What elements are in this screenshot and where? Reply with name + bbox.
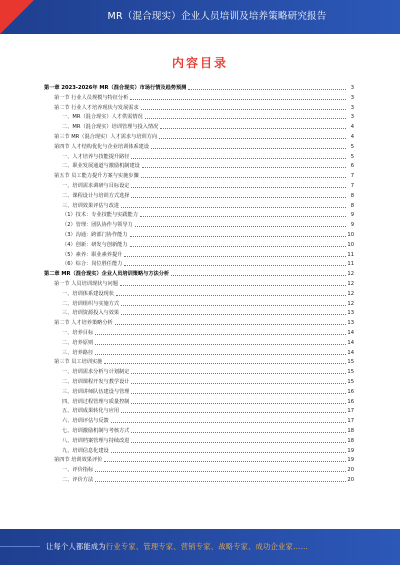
toc-leader-dots <box>130 98 346 100</box>
toc-entry[interactable] <box>44 378 354 386</box>
toc-entry-text: 第四节 培训效果评价 <box>54 457 103 464</box>
toc-leader-dots <box>131 186 346 188</box>
toc-entry-page: 11 <box>347 261 354 268</box>
toc-entry[interactable] <box>44 309 354 317</box>
toc-entry-text: （2）管理：团队协作与领导力 <box>62 222 133 229</box>
toc-entry[interactable] <box>44 162 354 170</box>
toc-leader-dots <box>160 127 346 129</box>
toc-entry-text: （6）综合：岗位胜任能力 <box>62 261 123 268</box>
toc-entry-text: 二、培养原则 <box>62 339 94 346</box>
toc-entry[interactable] <box>44 300 354 308</box>
toc-entry-text: 一、培训需求分析与计划制定 <box>62 369 130 376</box>
toc-entry-page: 19 <box>347 457 354 464</box>
toc-entry[interactable] <box>44 407 354 415</box>
slogan-prefix: 让每个人都能成为 <box>46 542 106 551</box>
toc-entry-page: 15 <box>347 359 354 366</box>
toc-entry-page: 10 <box>347 232 354 238</box>
toc-entry[interactable] <box>44 231 354 239</box>
toc-entry[interactable] <box>44 153 354 161</box>
toc-leader-dots <box>159 137 346 139</box>
toc-entry-page: 18 <box>347 437 354 444</box>
footer-divider <box>0 546 40 547</box>
header-red-corner <box>0 0 34 34</box>
toc-entry-page: 8 <box>350 202 354 209</box>
toc-entry-page: 9 <box>350 222 354 229</box>
footer-slogan <box>46 529 308 565</box>
toc-entry-page: 3 <box>350 114 354 121</box>
toc-leader-dots <box>95 333 346 335</box>
toc-entry[interactable] <box>44 251 354 259</box>
toc-leader-dots <box>131 157 346 159</box>
toc-entry-text: 二、MR（混合现实）培训管理与投入情况 <box>62 124 159 131</box>
toc-leader-dots <box>131 196 346 198</box>
toc-entry-text: 第二节 人才培养策略分析 <box>54 320 113 327</box>
toc-entry-text: 第一节 人员培训现状与问题 <box>54 281 118 287</box>
toc-entry[interactable] <box>44 339 354 347</box>
toc-entry-text: 第四节 人才结构优化与企业培训体系建设 <box>54 143 150 150</box>
toc-entry-page: 12 <box>347 290 354 297</box>
toc-entry-page: 5 <box>350 153 354 160</box>
toc-entry[interactable] <box>44 123 354 131</box>
toc-entry-text: 一、评价指标 <box>62 467 94 474</box>
slogan-highlight: 行业专家、管理专家、营销专家、战略专家、成功企业家…… <box>105 542 309 551</box>
toc-entry-text: 六、培训评估与反馈 <box>62 418 109 425</box>
toc-entry[interactable] <box>44 447 354 455</box>
toc-entry[interactable] <box>44 202 354 210</box>
toc-entry-page: 16 <box>347 388 354 395</box>
toc-entry[interactable] <box>44 388 354 396</box>
toc-leader-dots <box>131 441 346 443</box>
toc-entry[interactable] <box>44 84 354 92</box>
toc-entry-text: 第二节 行业人才培养现状与发展需求 <box>54 104 139 111</box>
toc-entry-text: 一、培训体系建设现状 <box>62 290 114 297</box>
toc-entry[interactable] <box>44 417 354 425</box>
toc-leader-dots <box>131 372 346 374</box>
toc-entry[interactable] <box>44 211 354 219</box>
toc-leader-dots <box>188 88 346 90</box>
toc-entry[interactable] <box>44 94 354 102</box>
toc-entry-page: 10 <box>347 241 354 248</box>
toc-entry-text: 第一节 行业人员规模与特征分析 <box>54 94 129 101</box>
toc-leader-dots <box>116 294 346 296</box>
toc-entry[interactable] <box>44 368 354 376</box>
toc-entry[interactable] <box>44 329 354 337</box>
toc-entry-text: （3）沟通：跨部门协作能力 <box>62 232 128 238</box>
toc-leader-dots <box>104 460 346 462</box>
toc-entry-page: 12 <box>347 281 354 287</box>
toc-entry[interactable] <box>44 143 354 151</box>
toc-entry-text: 二、职业发展通道与激励机制建设 <box>62 163 140 170</box>
toc-leader-dots <box>124 255 346 257</box>
toc-entry-page: 16 <box>347 398 354 405</box>
header-bar <box>0 0 400 34</box>
toc-entry-page: 15 <box>347 379 354 385</box>
toc-entry-page: 8 <box>350 192 354 199</box>
toc-leader-dots <box>121 304 346 306</box>
toc-entry-page: 3 <box>350 94 354 101</box>
toc-entry-page: 7 <box>350 173 354 180</box>
toc-entry-page: 17 <box>347 408 354 415</box>
toc-leader-dots <box>104 362 346 364</box>
toc-entry-text: 三、培训效果评估与改进 <box>62 202 120 209</box>
toc-entry-page: 20 <box>347 467 354 474</box>
toc-entry-page: 18 <box>347 428 354 434</box>
toc-entry-text: 九、培训信息化建设 <box>62 447 109 454</box>
toc-leader-dots <box>130 235 346 237</box>
toc-entry-text: 四、培训过程管理与质量控制 <box>62 398 130 405</box>
toc-leader-dots <box>135 225 346 227</box>
toc-entry-page: 15 <box>347 369 354 376</box>
toc-entry-text: 三、培训资源投入与效果 <box>62 310 120 317</box>
toc-entry-page: 13 <box>347 320 354 327</box>
toc-entry-page: 14 <box>347 349 354 356</box>
toc-entry-text: 七、培训激励机制与考核方式 <box>62 428 130 434</box>
toc-entry-page: 14 <box>347 330 354 336</box>
toc-entry-text: 二、课程设计与培训方式选择 <box>62 192 130 199</box>
toc-entry-text: 一、MR（混合现实）人才供需情况 <box>62 114 143 121</box>
toc-entry[interactable] <box>44 290 354 298</box>
toc-entry[interactable] <box>44 192 354 200</box>
toc-entry[interactable] <box>44 104 354 112</box>
toc-entry-page: 3 <box>350 104 354 111</box>
footer-bar <box>0 529 400 565</box>
toc-leader-dots <box>141 108 346 110</box>
toc-entry[interactable] <box>44 241 354 249</box>
toc-entry-page: 5 <box>350 143 354 150</box>
toc-leader-dots <box>131 431 346 433</box>
toc-entry-page: 11 <box>347 251 354 258</box>
toc-entry[interactable] <box>44 398 354 406</box>
toc-entry-text: 八、培训档案管理与持续改进 <box>62 437 130 444</box>
toc-leader-dots <box>111 421 346 423</box>
toc-leader-dots <box>95 343 346 345</box>
toc-leader-dots <box>142 166 346 168</box>
toc-entry[interactable] <box>44 427 354 435</box>
toc-entry-page: 4 <box>350 124 354 131</box>
toc-entry[interactable] <box>44 466 354 474</box>
toc-entry[interactable] <box>44 319 354 327</box>
toc-leader-dots <box>121 313 346 315</box>
toc-leader-dots <box>131 382 346 384</box>
toc-leader-dots <box>171 274 346 276</box>
toc-entry-text: 三、培养路径 <box>62 349 94 356</box>
toc-entry-page: 9 <box>350 212 354 219</box>
toc-leader-dots <box>120 284 346 286</box>
toc-entry[interactable] <box>44 260 354 268</box>
toc-leader-dots <box>131 392 346 394</box>
toc-entry-page: 13 <box>347 310 354 317</box>
toc-entry-page: 19 <box>347 447 354 454</box>
toc-leader-dots <box>141 176 346 178</box>
toc-entry[interactable] <box>44 358 354 366</box>
toc-entry[interactable] <box>44 456 354 464</box>
toc-leader-dots <box>130 245 346 247</box>
toc-entry[interactable] <box>44 113 354 121</box>
toc-entry-text: 二、评价方法 <box>62 477 94 483</box>
toc-leader-dots <box>131 402 346 404</box>
toc-leader-dots <box>124 264 346 266</box>
toc-entry-page: 12 <box>347 271 354 278</box>
toc-entry-page: 6 <box>350 163 354 170</box>
toc-leader-dots <box>151 147 346 149</box>
toc-entry-text: （4）创新：研发与创新能力 <box>62 241 128 248</box>
toc-entry-text: 一、人才培养与技能提升路径 <box>62 153 130 160</box>
toc-leader-dots <box>115 323 346 325</box>
toc-entry[interactable] <box>44 182 354 190</box>
toc-leader-dots <box>121 411 346 413</box>
toc-entry-page: 14 <box>347 339 354 346</box>
toc-entry-text: 第二章 MR（混合现实）企业人员培训策略与方法分析 <box>44 271 170 278</box>
table-of-contents <box>44 84 354 489</box>
toc-title: 内容目录 <box>171 56 228 70</box>
toc-entry-page: 7 <box>350 183 354 189</box>
toc-leader-dots <box>140 215 346 217</box>
toc-leader-dots <box>95 353 346 355</box>
toc-entry[interactable] <box>44 172 354 180</box>
toc-leader-dots <box>95 470 346 472</box>
toc-entry-text: 第五节 员工能力提升方案与实施步骤 <box>54 173 139 180</box>
toc-entry-page: 3 <box>350 85 354 91</box>
toc-entry-page: 4 <box>350 134 354 140</box>
toc-entry-text: 第三节 MR（混合现实）人才需求与培训方向 <box>54 134 158 140</box>
toc-entry-text: 二、培训组织与实施方式 <box>62 300 120 307</box>
toc-entry-text: 一、培养目标 <box>62 330 94 336</box>
toc-leader-dots <box>111 451 346 453</box>
toc-entry-page: 12 <box>347 300 354 307</box>
toc-entry-text: （1）技术：专业技能与实践能力 <box>62 212 138 219</box>
toc-entry[interactable] <box>44 280 354 288</box>
toc-entry[interactable] <box>44 349 354 357</box>
toc-entry-text: 二、培训课程开发与教学设计 <box>62 379 130 385</box>
toc-entry[interactable] <box>44 270 354 278</box>
toc-entry-text: 第一章 2023-2026年 MR（混合现实）市场行情及趋势预测 <box>44 85 187 91</box>
toc-leader-dots <box>95 480 346 482</box>
toc-entry[interactable] <box>44 221 354 229</box>
toc-entry-text: 一、培训需求调研与目标设定 <box>62 183 130 189</box>
toc-entry[interactable] <box>44 476 354 484</box>
report-title: MR（混合现实）企业人员培训及培养策略研究报告 <box>107 11 327 22</box>
toc-entry-text: 三、培训讲师队伍建设与管理 <box>62 388 130 395</box>
toc-entry[interactable] <box>44 437 354 445</box>
toc-entry[interactable] <box>44 133 354 141</box>
toc-entry-page: 17 <box>347 418 354 425</box>
toc-entry-text: （5）素养：职业素养提升 <box>62 251 123 258</box>
toc-leader-dots <box>145 117 346 119</box>
toc-entry-text: 第三节 员工培训实施 <box>54 359 103 366</box>
toc-leader-dots <box>121 206 346 208</box>
toc-entry-page: 20 <box>347 477 354 483</box>
toc-entry-text: 五、培训成果转化与应用 <box>62 408 120 415</box>
